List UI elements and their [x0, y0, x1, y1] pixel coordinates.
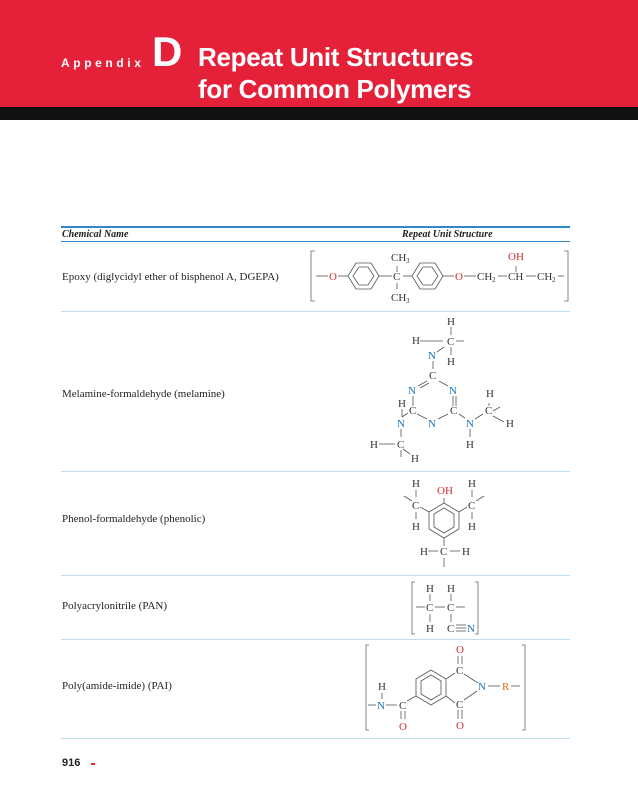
row-divider	[61, 738, 570, 739]
structure-phenolic	[390, 476, 500, 570]
chemical-name-pan: Polyacrylonitrile (PAN)	[62, 600, 167, 612]
structure-pan	[405, 580, 485, 638]
svg-text:OH: OH	[437, 485, 453, 497]
svg-text:H: H	[486, 388, 494, 400]
svg-text:N: N	[428, 418, 436, 430]
column-header-chemical-name: Chemical Name	[62, 229, 129, 240]
table-header-rule	[61, 241, 570, 242]
svg-text:CH: CH	[508, 271, 524, 283]
svg-text:O: O	[455, 271, 463, 283]
svg-text:C: C	[426, 602, 434, 614]
chemical-name-epoxy: Epoxy (diglycidyl ether of bisphenol A, DGEPA)	[62, 271, 279, 283]
svg-text:N: N	[478, 681, 486, 693]
svg-text:R: R	[502, 681, 510, 693]
row-divider	[61, 639, 570, 640]
row-divider	[61, 471, 570, 472]
svg-text:3: 3	[406, 257, 410, 265]
structure-pai	[360, 642, 535, 736]
table-top-rule	[61, 226, 570, 228]
svg-text:C: C	[447, 602, 455, 614]
svg-text:H: H	[462, 546, 470, 558]
structure-epoxy	[300, 246, 575, 308]
svg-text:OH: OH	[508, 251, 524, 263]
svg-text:C: C	[485, 405, 493, 417]
svg-text:C: C	[412, 500, 420, 512]
svg-text:H: H	[447, 316, 455, 328]
page-title	[198, 41, 473, 105]
svg-text:C: C	[409, 405, 417, 417]
svg-text:N: N	[408, 385, 416, 397]
svg-text:O: O	[399, 721, 407, 733]
structure-melamine	[360, 315, 530, 465]
row-divider	[61, 575, 570, 576]
svg-text:C: C	[399, 700, 407, 712]
svg-text:H: H	[468, 521, 476, 533]
svg-text:CH: CH	[391, 292, 407, 304]
chemical-name-phenolic: Phenol-formaldehyde (phenolic)	[62, 513, 206, 525]
svg-text:O: O	[329, 271, 337, 283]
svg-text:CH: CH	[391, 252, 407, 264]
svg-text:C: C	[447, 623, 455, 635]
svg-text:2: 2	[552, 276, 556, 284]
svg-text:C: C	[456, 699, 464, 711]
appendix-letter: D	[152, 28, 183, 75]
svg-text:C: C	[447, 336, 455, 348]
svg-text:H: H	[426, 623, 434, 635]
svg-text:H: H	[412, 335, 420, 347]
appendix-label: Appendix	[61, 56, 145, 70]
svg-text:H: H	[506, 418, 514, 430]
svg-text:3: 3	[406, 297, 410, 305]
svg-text:C: C	[456, 665, 464, 677]
page-number-marker	[91, 763, 95, 765]
svg-text:C: C	[450, 405, 458, 417]
svg-text:H: H	[370, 439, 378, 451]
title-line-1: Repeat Unit Structures	[198, 42, 474, 72]
page-number: 916	[62, 757, 81, 769]
row-divider	[61, 311, 570, 312]
chemical-name-melamine: Melamine-formaldehyde (melamine)	[62, 388, 225, 400]
svg-text:N: N	[377, 700, 385, 712]
title-line-2: for Common Polymers	[198, 74, 472, 104]
svg-text:N: N	[467, 623, 475, 635]
banner-underbar	[0, 107, 638, 120]
column-header-repeat-unit: Repeat Unit Structure	[402, 229, 493, 240]
svg-text:H: H	[420, 546, 428, 558]
svg-text:H: H	[412, 478, 420, 490]
svg-text:CH: CH	[477, 271, 493, 283]
svg-text:N: N	[397, 418, 405, 430]
svg-text:H: H	[378, 681, 386, 693]
svg-text:N: N	[428, 350, 436, 362]
svg-text:O: O	[456, 644, 464, 656]
svg-text:C: C	[397, 439, 405, 451]
chemical-name-pai: Poly(amide-imide) (PAI)	[62, 680, 172, 692]
svg-text:H: H	[468, 478, 476, 490]
svg-text:2: 2	[492, 276, 496, 284]
svg-text:H: H	[466, 439, 474, 451]
svg-text:CH: CH	[537, 271, 553, 283]
svg-text:C: C	[393, 271, 401, 283]
svg-text:C: C	[468, 500, 476, 512]
svg-text:H: H	[426, 583, 434, 595]
svg-text:C: C	[429, 370, 437, 382]
svg-text:N: N	[466, 418, 474, 430]
svg-text:H: H	[411, 453, 419, 465]
svg-text:H: H	[398, 398, 406, 410]
svg-text:C: C	[440, 546, 448, 558]
svg-text:O: O	[456, 720, 464, 732]
svg-text:H: H	[412, 521, 420, 533]
svg-text:H: H	[447, 583, 455, 595]
svg-text:H: H	[447, 356, 455, 368]
svg-text:N: N	[449, 385, 457, 397]
